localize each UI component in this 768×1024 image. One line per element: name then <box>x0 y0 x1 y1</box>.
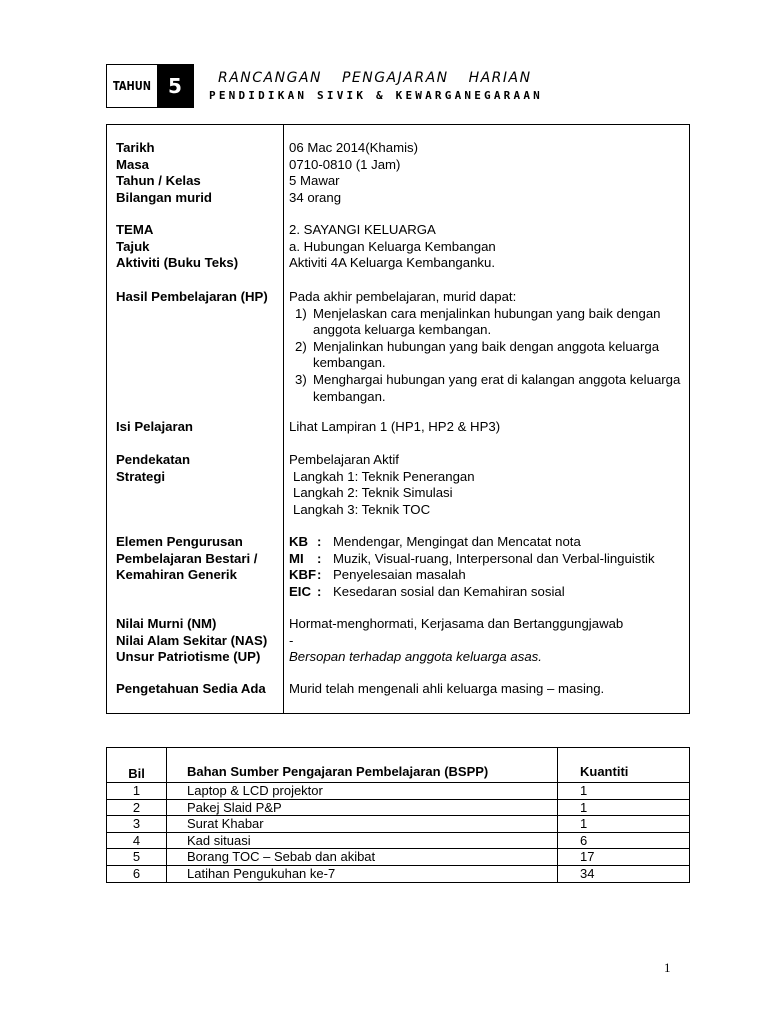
cell-bil: 2 <box>107 799 167 816</box>
label-hasil-pembelajaran: Hasil Pembelajaran (HP) <box>116 289 268 304</box>
year-number: 5 <box>157 65 193 107</box>
hp-list <box>289 306 687 406</box>
hp-text: Menjelaskan cara menjalinkan hubungan yang baik dengan anggota keluarga kembangan. <box>313 305 661 338</box>
label-elemen <box>116 534 282 584</box>
element-text: Kesedaran sosial dan Kemahiran sosial <box>333 583 565 599</box>
label-line: Pembelajaran Bestari / <box>116 550 258 566</box>
doc-subject: PENDIDIKAN SIVIK & KEWARGANEGARAAN <box>209 89 543 102</box>
element-colon: : <box>317 550 322 566</box>
element-colon: : <box>317 583 322 599</box>
table-row <box>107 799 690 816</box>
element-code: KBF <box>289 567 317 583</box>
list-item <box>289 339 687 372</box>
element-code: KB <box>289 534 309 549</box>
strategi-step: Langkah 3: Teknik TOC <box>293 501 431 517</box>
element-code: MI <box>289 550 304 566</box>
list-item <box>289 306 687 339</box>
cell-bil: 4 <box>107 832 167 849</box>
cell-bil: 5 <box>107 849 167 866</box>
year-badge <box>106 64 194 108</box>
value-pendekatan: Pembelajaran Aktif <box>289 452 399 467</box>
element-text: Mendengar, Mengingat dan Mencatat nota <box>333 534 581 549</box>
label-tema: TEMA <box>116 222 154 237</box>
cell-bahan: Laptop & LCD projektor <box>167 783 558 800</box>
page-number: 1 <box>664 960 671 975</box>
header-bahan: Bahan Sumber Pengajaran Pembelajaran (BSPP) <box>167 748 558 783</box>
label-tahun-kelas: Tahun / Kelas <box>116 173 201 189</box>
hp-intro: Pada akhir pembelajaran, murid dapat: <box>289 289 517 304</box>
label-tarikh: Tarikh <box>116 140 155 155</box>
list-item <box>289 372 687 405</box>
cell-kuantiti: 1 <box>558 816 690 833</box>
cell-bil: 6 <box>107 865 167 882</box>
doc-title: RANCANGAN PENGAJARAN HARIAN <box>218 70 532 86</box>
list-item <box>289 534 687 551</box>
hp-text: Menjalinkan hubungan yang baik dengan anggota keluarga kembangan. <box>313 338 660 371</box>
label-pendekatan: Pendekatan <box>116 452 191 467</box>
hp-number: 1) <box>295 305 307 321</box>
table-row <box>107 816 690 833</box>
cell-bahan: Latihan Pengukuhan ke-7 <box>167 865 558 882</box>
table-row <box>107 832 690 849</box>
cell-bahan: Pakej Slaid P&P <box>167 799 558 816</box>
table-row <box>107 783 690 800</box>
cell-bil: 3 <box>107 816 167 833</box>
element-colon: : <box>317 534 322 549</box>
label-aktiviti: Aktiviti (Buku Teks) <box>116 255 239 271</box>
value-tarikh: 06 Mac 2014(Khamis) <box>289 140 419 155</box>
value-hasil-pembelajaran <box>289 289 687 405</box>
value-isi-pelajaran: Lihat Lampiran 1 (HP1, HP2 & HP3) <box>289 419 501 434</box>
strategi-step: Langkah 1: Teknik Penerangan <box>293 468 475 484</box>
cell-kuantiti: 6 <box>558 832 690 849</box>
year-label: TAHUN <box>112 79 152 93</box>
hp-number: 3) <box>295 371 307 387</box>
value-tema: 2. SAYANGI KELUARGA <box>289 222 436 237</box>
strategi-step: Langkah 2: Teknik Simulasi <box>293 485 453 501</box>
cell-kuantiti: 1 <box>558 799 690 816</box>
value-tajuk: a. Hubungan Keluarga Kembangan <box>289 238 496 254</box>
bspp-table <box>106 747 690 883</box>
list-item <box>289 584 687 601</box>
label-patriotisme: Unsur Patriotisme (UP) <box>116 649 261 665</box>
header-bil: Bil <box>107 748 167 783</box>
element-code: EIC <box>289 583 311 599</box>
cell-bahan: Surat Khabar <box>167 816 558 833</box>
label-nilai-murni: Nilai Murni (NM) <box>116 616 217 631</box>
column-divider <box>283 125 284 713</box>
label-nilai-alam: Nilai Alam Sekitar (NAS) <box>116 632 268 648</box>
label-strategi: Strategi <box>116 468 166 484</box>
cell-bahan: Kad situasi <box>167 832 558 849</box>
label-tajuk: Tajuk <box>116 238 150 254</box>
cell-bil: 1 <box>107 783 167 800</box>
hp-text: Menghargai hubungan yang erat di kalangan anggota keluarga kembangan. <box>313 371 681 404</box>
value-pengetahuan: Murid telah mengenali ahli keluarga masing – masing. <box>289 681 605 696</box>
cell-bahan: Borang TOC – Sebab dan akibat <box>167 849 558 866</box>
label-line: Kemahiran Generik <box>116 567 237 583</box>
value-strategi <box>289 469 687 519</box>
element-text: Muzik, Visual-ruang, Interpersonal dan Verbal-linguistik <box>333 550 655 566</box>
list-item <box>289 551 687 568</box>
value-aktiviti: Aktiviti 4A Keluarga Kembanganku. <box>289 255 495 271</box>
value-tahun-kelas: 5 Mawar <box>289 173 340 189</box>
value-masa: 0710-0810 (1 Jam) <box>289 156 401 172</box>
element-text: Penyelesaian masalah <box>333 567 466 583</box>
cell-kuantiti: 17 <box>558 849 690 866</box>
value-elemen <box>289 534 687 600</box>
value-nilai-alam: - <box>289 632 294 648</box>
list-item <box>289 567 687 584</box>
header-kuantiti: Kuantiti <box>558 748 690 783</box>
value-patriotisme: Bersopan terhadap anggota keluarga asas. <box>289 649 542 665</box>
hp-number: 2) <box>295 338 307 354</box>
label-line: Elemen Pengurusan <box>116 534 243 549</box>
table-row <box>107 849 690 866</box>
table-row <box>107 865 690 882</box>
value-nilai-murni: Hormat-menghormati, Kerjasama dan Bertanggungjawab <box>289 616 624 631</box>
label-isi-pelajaran: Isi Pelajaran <box>116 419 193 434</box>
table-header-row <box>107 748 690 783</box>
element-colon: : <box>317 567 322 583</box>
label-masa: Masa <box>116 156 149 172</box>
value-bilangan-murid: 34 orang <box>289 189 342 205</box>
label-bilangan-murid: Bilangan murid <box>116 189 212 205</box>
label-pengetahuan: Pengetahuan Sedia Ada <box>116 681 266 696</box>
cell-kuantiti: 34 <box>558 865 690 882</box>
lesson-info-table <box>106 124 690 714</box>
cell-kuantiti: 1 <box>558 783 690 800</box>
